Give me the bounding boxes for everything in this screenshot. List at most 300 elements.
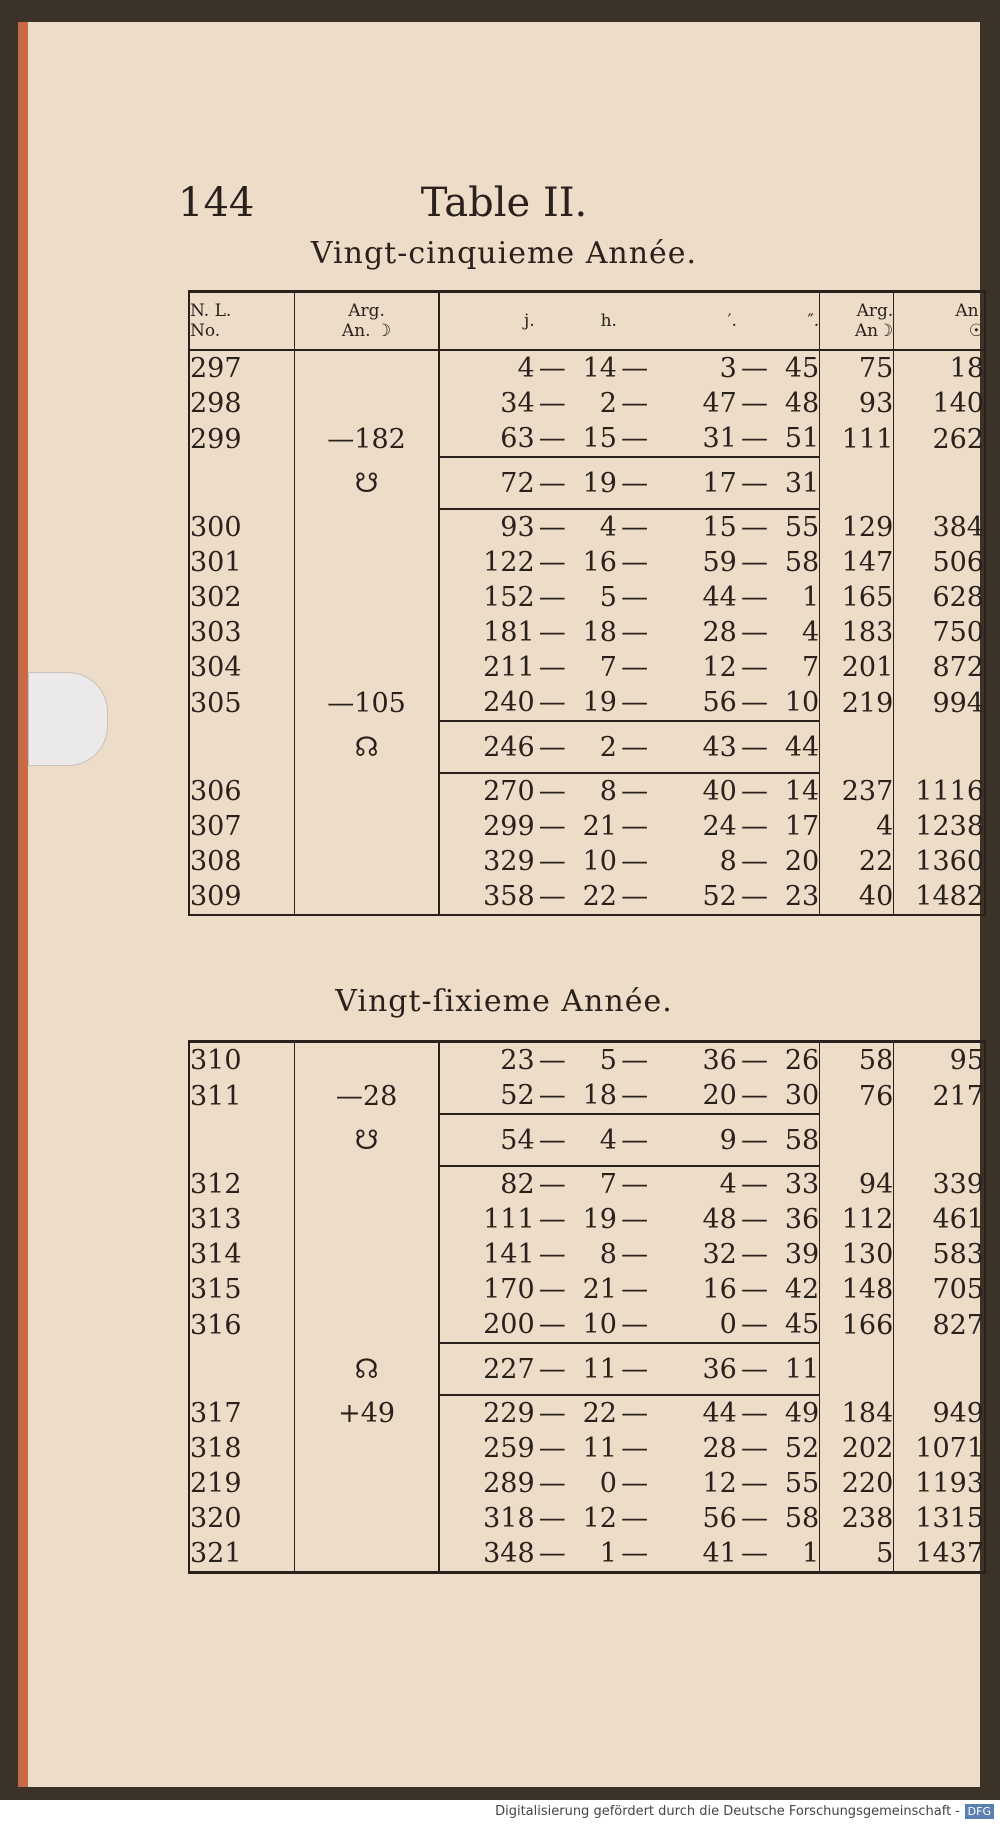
cell-sep: — <box>538 652 566 683</box>
cell-sep: — <box>538 687 566 718</box>
cell-minutes: 47 <box>702 388 737 419</box>
cell-sep: — <box>740 1398 768 1429</box>
cell-an-sun <box>894 1343 985 1395</box>
cell-arg-moon: 40 <box>820 879 894 915</box>
cell-sep: — <box>535 1343 570 1395</box>
cell-days: 54 <box>439 1114 534 1166</box>
cell-sep: — <box>538 846 566 877</box>
cell-seconds: 1 <box>772 1536 820 1573</box>
cell-sep: — <box>740 353 768 384</box>
book-page <box>18 22 984 1787</box>
table-row <box>189 545 985 580</box>
cell-sep: — <box>617 721 652 773</box>
cell-days: 52 <box>500 1080 535 1111</box>
cell-sep: — <box>740 1169 768 1200</box>
cell-arg <box>294 509 439 545</box>
cell-sep: — <box>538 1239 566 1270</box>
cell-arg-moon <box>820 1343 894 1395</box>
cell-no: 317 <box>189 1395 294 1431</box>
cell-seconds: 42 <box>772 1272 820 1307</box>
cell-arg: —182 <box>294 421 439 457</box>
cell-seconds: 4 <box>772 615 820 650</box>
cell-hours: 4 <box>570 1114 617 1166</box>
footer-bar <box>0 1800 1000 1825</box>
cell-sep: — <box>621 811 649 842</box>
cell-sep: — <box>538 1169 566 1200</box>
cell-hours: 0 <box>599 1468 617 1499</box>
cell-sep: — <box>740 388 768 419</box>
cell-hours: 5 <box>599 1045 617 1076</box>
cell-seconds: 14 <box>772 773 820 809</box>
cell-an-sun: 750 <box>894 615 985 650</box>
table-row <box>189 650 985 685</box>
table-title: Table II. <box>420 180 588 226</box>
cell-arg-moon: 93 <box>820 386 894 421</box>
cell-hours: 22 <box>582 881 617 912</box>
cell-hours: 10 <box>582 1309 617 1340</box>
cell-minutes: 15 <box>702 512 737 543</box>
cell-an-sun: 949 <box>894 1395 985 1431</box>
cell-no: 316 <box>189 1307 294 1343</box>
cell-sep: — <box>538 582 566 613</box>
table-row <box>189 350 985 386</box>
cell-an-sun: 1360 <box>894 844 985 879</box>
cell-sep: — <box>740 1204 768 1235</box>
cell-an-sun: 872 <box>894 650 985 685</box>
cell-arg-moon: 75 <box>820 350 894 386</box>
cell-sep: — <box>740 1468 768 1499</box>
cell-sep: — <box>621 1204 649 1235</box>
cell-seconds: 20 <box>772 844 820 879</box>
table-row <box>189 1536 985 1573</box>
cell-sep: — <box>538 1433 566 1464</box>
cell-arg <box>294 1237 439 1272</box>
cell-arg-moon: 166 <box>820 1307 894 1343</box>
cell-minutes: 36 <box>702 1045 737 1076</box>
cell-no: 305 <box>189 685 294 721</box>
cell-minutes: 56 <box>702 687 737 718</box>
cell-seconds: 10 <box>772 685 820 721</box>
header-seconds: ″. <box>772 292 820 351</box>
cell-no <box>189 721 294 773</box>
cell-hours: 22 <box>582 1398 617 1429</box>
header-arg-moon: Arg. An☽ <box>820 292 894 351</box>
table-row <box>189 386 985 421</box>
table-row <box>189 421 985 457</box>
cell-sep: — <box>740 811 768 842</box>
cell-an-sun <box>894 1114 985 1166</box>
cell-days: 240 <box>483 687 535 718</box>
cell-arg-moon: 238 <box>820 1501 894 1536</box>
node-row <box>189 457 985 509</box>
header-an-sun: An. ☉ <box>894 292 985 351</box>
cell-no <box>189 457 294 509</box>
cell-days: 270 <box>483 776 535 807</box>
cell-arg: +49 <box>294 1395 439 1431</box>
cell-sep: — <box>538 1309 566 1340</box>
node-row <box>189 1114 985 1166</box>
table-row <box>189 580 985 615</box>
cell-an-sun: 583 <box>894 1237 985 1272</box>
cell-seconds: 11 <box>772 1343 820 1395</box>
cell-minutes: 56 <box>702 1503 737 1534</box>
descending-node-icon: ☋ <box>294 1114 439 1166</box>
cell-arg <box>294 615 439 650</box>
cell-an-sun: 1315 <box>894 1501 985 1536</box>
cell-sep: — <box>535 457 570 509</box>
cell-arg-moon: 147 <box>820 545 894 580</box>
cell-hours: 14 <box>582 353 617 384</box>
table-row <box>189 509 985 545</box>
cell-sep: — <box>621 388 649 419</box>
cell-minutes: 52 <box>702 881 737 912</box>
cell-sep: — <box>740 617 768 648</box>
table-row <box>189 773 985 809</box>
cell-arg-moon: 183 <box>820 615 894 650</box>
cell-arg-moon: 111 <box>820 421 894 457</box>
cell-arg-moon: 237 <box>820 773 894 809</box>
header-no: N. L. No. <box>189 292 294 351</box>
cell-hours: 7 <box>599 652 617 683</box>
cell-arg-moon: 129 <box>820 509 894 545</box>
cell-seconds: 52 <box>772 1431 820 1466</box>
cell-sep: — <box>538 1398 566 1429</box>
cell-an-sun: 461 <box>894 1202 985 1237</box>
cell-hours: 15 <box>582 423 617 454</box>
cell-minutes: 24 <box>702 811 737 842</box>
cell-sep: — <box>740 652 768 683</box>
cell-an-sun: 1071 <box>894 1431 985 1466</box>
cell-arg-moon: 112 <box>820 1202 894 1237</box>
cell-arg-moon: 220 <box>820 1466 894 1501</box>
cell-no: 302 <box>189 580 294 615</box>
cell-days: 246 <box>439 721 534 773</box>
cell-no: 318 <box>189 1431 294 1466</box>
cell-arg <box>294 1166 439 1202</box>
cell-arg <box>294 1202 439 1237</box>
cell-minutes: 28 <box>702 617 737 648</box>
cell-no: 303 <box>189 615 294 650</box>
cell-no: 306 <box>189 773 294 809</box>
cell-sep: — <box>538 423 566 454</box>
cell-sep: — <box>538 512 566 543</box>
cell-sep: — <box>740 423 768 454</box>
cell-no: 314 <box>189 1237 294 1272</box>
cell-minutes: 43 <box>652 721 737 773</box>
cell-arg-moon: 5 <box>820 1536 894 1573</box>
cell-hours: 11 <box>582 1433 617 1464</box>
cell-an-sun: 384 <box>894 509 985 545</box>
cell-sep: — <box>538 353 566 384</box>
cell-sep: — <box>737 457 772 509</box>
cell-arg-moon: 219 <box>820 685 894 721</box>
cell-days: 93 <box>500 512 535 543</box>
cell-sep: — <box>538 1538 566 1569</box>
cell-minutes: 8 <box>719 846 737 877</box>
cell-no: 312 <box>189 1166 294 1202</box>
cell-sep: — <box>621 1538 649 1569</box>
cell-sep: — <box>740 1080 768 1111</box>
cell-minutes: 40 <box>702 776 737 807</box>
header-minutes: ′. <box>652 292 737 351</box>
cell-arg <box>294 545 439 580</box>
cell-arg-moon: 148 <box>820 1272 894 1307</box>
node-row <box>189 721 985 773</box>
cell-no <box>189 1114 294 1166</box>
cell-sep: — <box>740 881 768 912</box>
cell-sep: — <box>538 881 566 912</box>
cell-days: 111 <box>483 1204 535 1235</box>
cell-minutes: 0 <box>719 1309 737 1340</box>
table-row <box>189 615 985 650</box>
page-clip <box>28 672 108 766</box>
cell-minutes: 44 <box>702 1398 737 1429</box>
cell-arg <box>294 879 439 915</box>
cell-days: 82 <box>500 1169 535 1200</box>
table-row <box>189 1166 985 1202</box>
cell-sep: — <box>621 617 649 648</box>
cell-sep: — <box>740 1503 768 1534</box>
cell-sep: — <box>538 1468 566 1499</box>
cell-minutes: 20 <box>702 1080 737 1111</box>
cell-no: 308 <box>189 844 294 879</box>
cell-hours: 8 <box>599 1239 617 1270</box>
cell-sep: — <box>621 1274 649 1305</box>
cell-an-sun: 1193 <box>894 1466 985 1501</box>
table-row <box>189 879 985 915</box>
table-body-25 <box>189 350 985 915</box>
cell-arg <box>294 809 439 844</box>
cell-sep: — <box>538 388 566 419</box>
cell-seconds: 58 <box>772 1114 820 1166</box>
cell-minutes: 12 <box>702 1468 737 1499</box>
cell-arg: —28 <box>294 1078 439 1114</box>
cell-days: 63 <box>500 423 535 454</box>
cell-hours: 2 <box>570 721 617 773</box>
cell-an-sun: 1116 <box>894 773 985 809</box>
table-row <box>189 1237 985 1272</box>
cell-sep: — <box>621 1398 649 1429</box>
cell-hours: 12 <box>582 1503 617 1534</box>
cell-sep: — <box>621 1309 649 1340</box>
cell-sep: — <box>538 1045 566 1076</box>
cell-sep: — <box>538 617 566 648</box>
cell-days: 318 <box>483 1503 535 1534</box>
header-days: j. <box>439 292 534 351</box>
table-row <box>189 685 985 721</box>
cell-arg <box>294 1536 439 1573</box>
table-year-26 <box>188 1040 986 1574</box>
table-body-26 <box>189 1042 985 1573</box>
table-row <box>189 1042 985 1079</box>
cell-no: 298 <box>189 386 294 421</box>
cell-sep: — <box>621 846 649 877</box>
cell-sep: — <box>740 512 768 543</box>
cell-arg-moon: 184 <box>820 1395 894 1431</box>
cell-arg-moon: 202 <box>820 1431 894 1466</box>
cell-no: 310 <box>189 1042 294 1079</box>
cell-sep: — <box>621 1503 649 1534</box>
cell-an-sun: 705 <box>894 1272 985 1307</box>
cell-arg-moon: 94 <box>820 1166 894 1202</box>
cell-sep: — <box>621 582 649 613</box>
cell-an-sun: 18 <box>894 350 985 386</box>
cell-sep: — <box>621 1080 649 1111</box>
year-title-26: Vingt-ſixieme Année. <box>335 984 673 1019</box>
cell-sep: — <box>538 547 566 578</box>
cell-arg <box>294 1431 439 1466</box>
cell-days: 200 <box>483 1309 535 1340</box>
cell-sep: — <box>617 457 652 509</box>
cell-sep: — <box>740 1433 768 1464</box>
cell-minutes: 9 <box>652 1114 737 1166</box>
cell-minutes: 16 <box>702 1274 737 1305</box>
cell-no: 299 <box>189 421 294 457</box>
cell-seconds: 17 <box>772 809 820 844</box>
cell-sep: — <box>740 1239 768 1270</box>
cell-sep: — <box>538 811 566 842</box>
cell-seconds: 31 <box>772 457 820 509</box>
cell-days: 4 <box>517 353 535 384</box>
ascending-node-icon: ☊ <box>294 1343 439 1395</box>
cell-arg: —105 <box>294 685 439 721</box>
cell-seconds: 58 <box>772 545 820 580</box>
cell-days: 23 <box>500 1045 535 1076</box>
cell-sep: — <box>538 776 566 807</box>
cell-sep: — <box>621 1239 649 1270</box>
cell-days: 170 <box>483 1274 535 1305</box>
cell-no: 219 <box>189 1466 294 1501</box>
cell-days: 348 <box>483 1538 535 1569</box>
cell-an-sun: 628 <box>894 580 985 615</box>
cell-seconds: 44 <box>772 721 820 773</box>
cell-seconds: 26 <box>772 1042 820 1079</box>
cell-sep: — <box>740 1309 768 1340</box>
cell-sep: — <box>737 1343 772 1395</box>
cell-minutes: 28 <box>702 1433 737 1464</box>
cell-sep: — <box>621 353 649 384</box>
table-row <box>189 1466 985 1501</box>
cell-minutes: 4 <box>719 1169 737 1200</box>
cell-no: 301 <box>189 545 294 580</box>
cell-hours: 8 <box>599 776 617 807</box>
cell-minutes: 12 <box>702 652 737 683</box>
cell-no: 304 <box>189 650 294 685</box>
cell-seconds: 58 <box>772 1501 820 1536</box>
cell-sep: — <box>535 721 570 773</box>
cell-minutes: 44 <box>702 582 737 613</box>
cell-sep: — <box>621 512 649 543</box>
cell-an-sun: 262 <box>894 421 985 457</box>
cell-seconds: 55 <box>772 509 820 545</box>
cell-no: 300 <box>189 509 294 545</box>
cell-sep: — <box>621 776 649 807</box>
cell-sep: — <box>740 582 768 613</box>
cell-arg-moon <box>820 721 894 773</box>
cell-sep: — <box>617 1343 652 1395</box>
cell-sep: — <box>621 423 649 454</box>
dfg-logo: DFG <box>965 1804 994 1819</box>
table-row <box>189 1431 985 1466</box>
cell-sep: — <box>621 1468 649 1499</box>
cell-arg-moon <box>820 457 894 509</box>
cell-arg-moon: 76 <box>820 1078 894 1114</box>
cell-arg <box>294 1042 439 1079</box>
cell-sep: — <box>621 687 649 718</box>
cell-days: 289 <box>483 1468 535 1499</box>
cell-an-sun: 1238 <box>894 809 985 844</box>
cell-minutes: 41 <box>702 1538 737 1569</box>
cell-an-sun: 140 <box>894 386 985 421</box>
cell-hours: 2 <box>599 388 617 419</box>
cell-an-sun: 339 <box>894 1166 985 1202</box>
cell-hours: 16 <box>582 547 617 578</box>
cell-an-sun: 1482 <box>894 879 985 915</box>
cell-sep: — <box>621 1169 649 1200</box>
cell-arg <box>294 1466 439 1501</box>
cell-arg-moon: 4 <box>820 809 894 844</box>
cell-hours: 19 <box>582 687 617 718</box>
cell-sep: — <box>737 721 772 773</box>
cell-seconds: 48 <box>772 386 820 421</box>
table-row <box>189 1078 985 1114</box>
cell-days: 229 <box>483 1398 535 1429</box>
cell-minutes: 17 <box>652 457 737 509</box>
cell-arg-moon: 165 <box>820 580 894 615</box>
cell-arg-moon <box>820 1114 894 1166</box>
cell-arg <box>294 1272 439 1307</box>
cell-arg <box>294 580 439 615</box>
cell-sep: — <box>740 846 768 877</box>
cell-arg <box>294 773 439 809</box>
table-row <box>189 1395 985 1431</box>
cell-seconds: 23 <box>772 879 820 915</box>
cell-seconds: 1 <box>772 580 820 615</box>
cell-sep: — <box>621 881 649 912</box>
cell-no: 315 <box>189 1272 294 1307</box>
cell-minutes: 36 <box>652 1343 737 1395</box>
cell-an-sun: 994 <box>894 685 985 721</box>
cell-sep: — <box>621 547 649 578</box>
cell-an-sun: 95 <box>894 1042 985 1079</box>
cell-arg-moon: 130 <box>820 1237 894 1272</box>
cell-days: 34 <box>500 388 535 419</box>
cell-an-sun: 506 <box>894 545 985 580</box>
cell-days: 299 <box>483 811 535 842</box>
cell-days: 329 <box>483 846 535 877</box>
cell-minutes: 32 <box>702 1239 737 1270</box>
cell-arg <box>294 844 439 879</box>
cell-seconds: 30 <box>772 1078 820 1114</box>
footer-text: Digitalisierung gefördert durch die Deutsche Forschungsgemeinschaft - <box>495 1804 960 1819</box>
cell-sep: — <box>617 1114 652 1166</box>
cell-arg <box>294 350 439 386</box>
ascending-node-icon: ☊ <box>294 721 439 773</box>
cell-hours: 18 <box>582 1080 617 1111</box>
cell-sep: — <box>737 1114 772 1166</box>
cell-hours: 19 <box>570 457 617 509</box>
cell-hours: 1 <box>599 1538 617 1569</box>
cell-no: 320 <box>189 1501 294 1536</box>
cell-arg <box>294 1501 439 1536</box>
cell-arg-moon: 201 <box>820 650 894 685</box>
cell-sep: — <box>621 652 649 683</box>
cell-no: 313 <box>189 1202 294 1237</box>
header-hours: h. <box>570 292 617 351</box>
cell-hours: 18 <box>582 617 617 648</box>
cell-days: 227 <box>439 1343 534 1395</box>
cell-no: 307 <box>189 809 294 844</box>
